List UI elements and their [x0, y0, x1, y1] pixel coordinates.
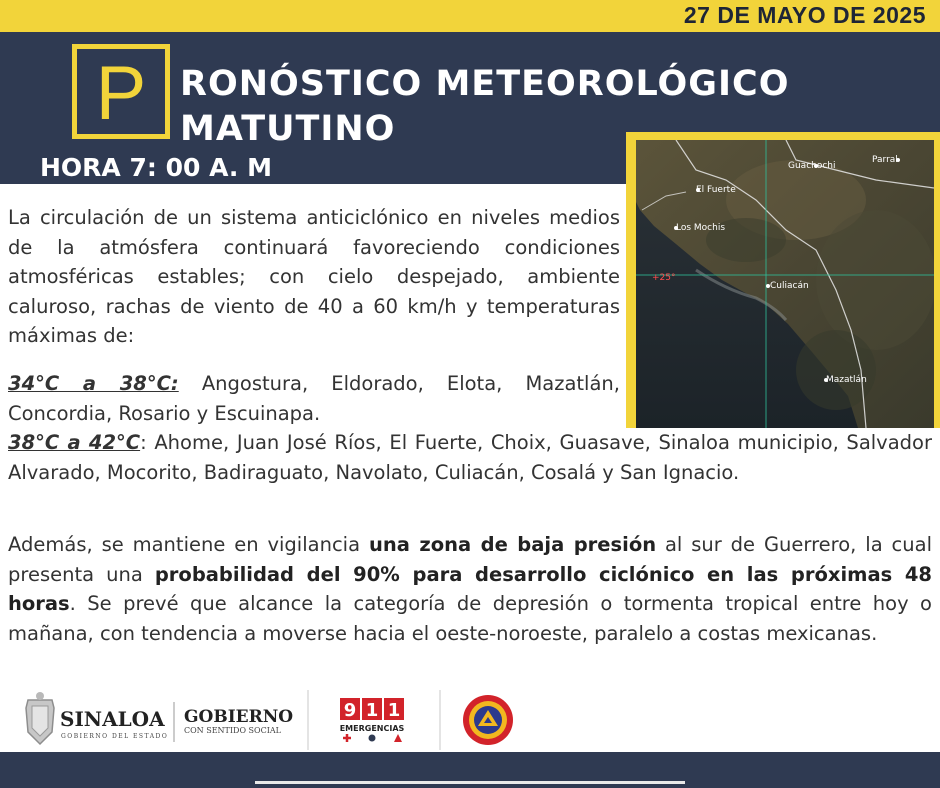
sinaloa-logo-subtext: GOBIERNO DEL ESTADO — [61, 733, 169, 740]
map-label-mazatlan: Mazatlán — [826, 375, 867, 385]
map-label-el-fuerte: El Fuerte — [696, 185, 736, 195]
satellite-map — [636, 140, 934, 428]
vigilance-bold-1: una zona de baja presión — [368, 533, 657, 556]
vigilance-paragraph — [8, 530, 932, 648]
map-label-culiacan: Culiacán — [770, 281, 809, 291]
footer-divider — [255, 781, 685, 784]
emergency-911-logo — [340, 698, 405, 742]
vigilance-text-1: Además, se mantiene en vigilancia — [8, 533, 369, 556]
sinaloa-shield-icon — [26, 692, 54, 744]
map-label-guachochi: Guachochi — [788, 161, 836, 171]
range2-places: : Ahome, Juan José Ríos, El Fuerte, Choix, Guasave, Sinaloa municipio, Salvador Alvarado, Mocorito, Badiraguato, Navolato, Culiacán, Cosalá y San Ignacio. — [8, 431, 932, 484]
footer-logos — [0, 688, 940, 752]
emergency-label: EMERGENCIAS — [339, 724, 405, 733]
date-bar — [0, 0, 940, 32]
title-line-2: MATUTINO — [180, 109, 396, 149]
range1-places: Angostura, Eldorado, Elota, Mazatlán, Concordia, Rosario y Escuinapa. — [8, 372, 620, 425]
range1-paragraph — [8, 369, 620, 428]
emergency-digit-2: 1 — [365, 700, 379, 721]
sinaloa-logo-text: SINALOA — [60, 707, 165, 731]
date-label: 27 DE MAYO DE 2025 — [683, 2, 926, 28]
police-icon — [369, 735, 376, 742]
title-line-1: RONÓSTICO METEOROLÓGICO — [180, 64, 790, 104]
fire-icon — [394, 734, 402, 742]
intro-paragraph: La circulación de un sistema anticiclónico en niveles medios de la atmósfera continuará favoreciendo condiciones atmosféricas estables; con cielo despejado, ambiente caluroso, rachas de viento de 40 a 60 km/h y temperaturas máximas de: — [8, 206, 620, 347]
vigilance-bold-2: probabilidad del 90% para desarrollo ciclónico en las próximas 48 horas — [8, 562, 932, 615]
gobierno-logo-subtext: CON SENTIDO SOCIAL — [184, 726, 281, 735]
emergency-digit-3: 1 — [387, 700, 401, 721]
map-label-parral: Parral — [872, 155, 898, 165]
emergency-digit-1: 9 — [343, 700, 357, 721]
range2-label: 38°C a 42°C — [8, 431, 141, 454]
vigilance-text-2: al sur de Guerrero, la cual presenta una — [8, 533, 932, 586]
title-initial: P — [95, 51, 147, 136]
range1-label: 34°C a 38°C: — [8, 372, 179, 395]
title-initial-box — [72, 44, 170, 139]
map-label-latitude: +25° — [652, 273, 676, 283]
gobierno-logo-text: GOBIERNO — [184, 707, 294, 727]
map-label-los-mochis: Los Mochis — [676, 223, 726, 233]
forecast-hour: HORA 7: 00 A. M — [40, 153, 272, 182]
proteccion-civil-badge-icon — [463, 695, 513, 745]
vigilance-text-3: . Se prevé que alcance la categoría de depresión o tormenta tropical entre hoy o mañana, con tendencia a moverse hacia el oeste-noroeste, paralelo a costas mexicanas. — [8, 592, 932, 645]
range2-paragraph — [8, 428, 932, 487]
